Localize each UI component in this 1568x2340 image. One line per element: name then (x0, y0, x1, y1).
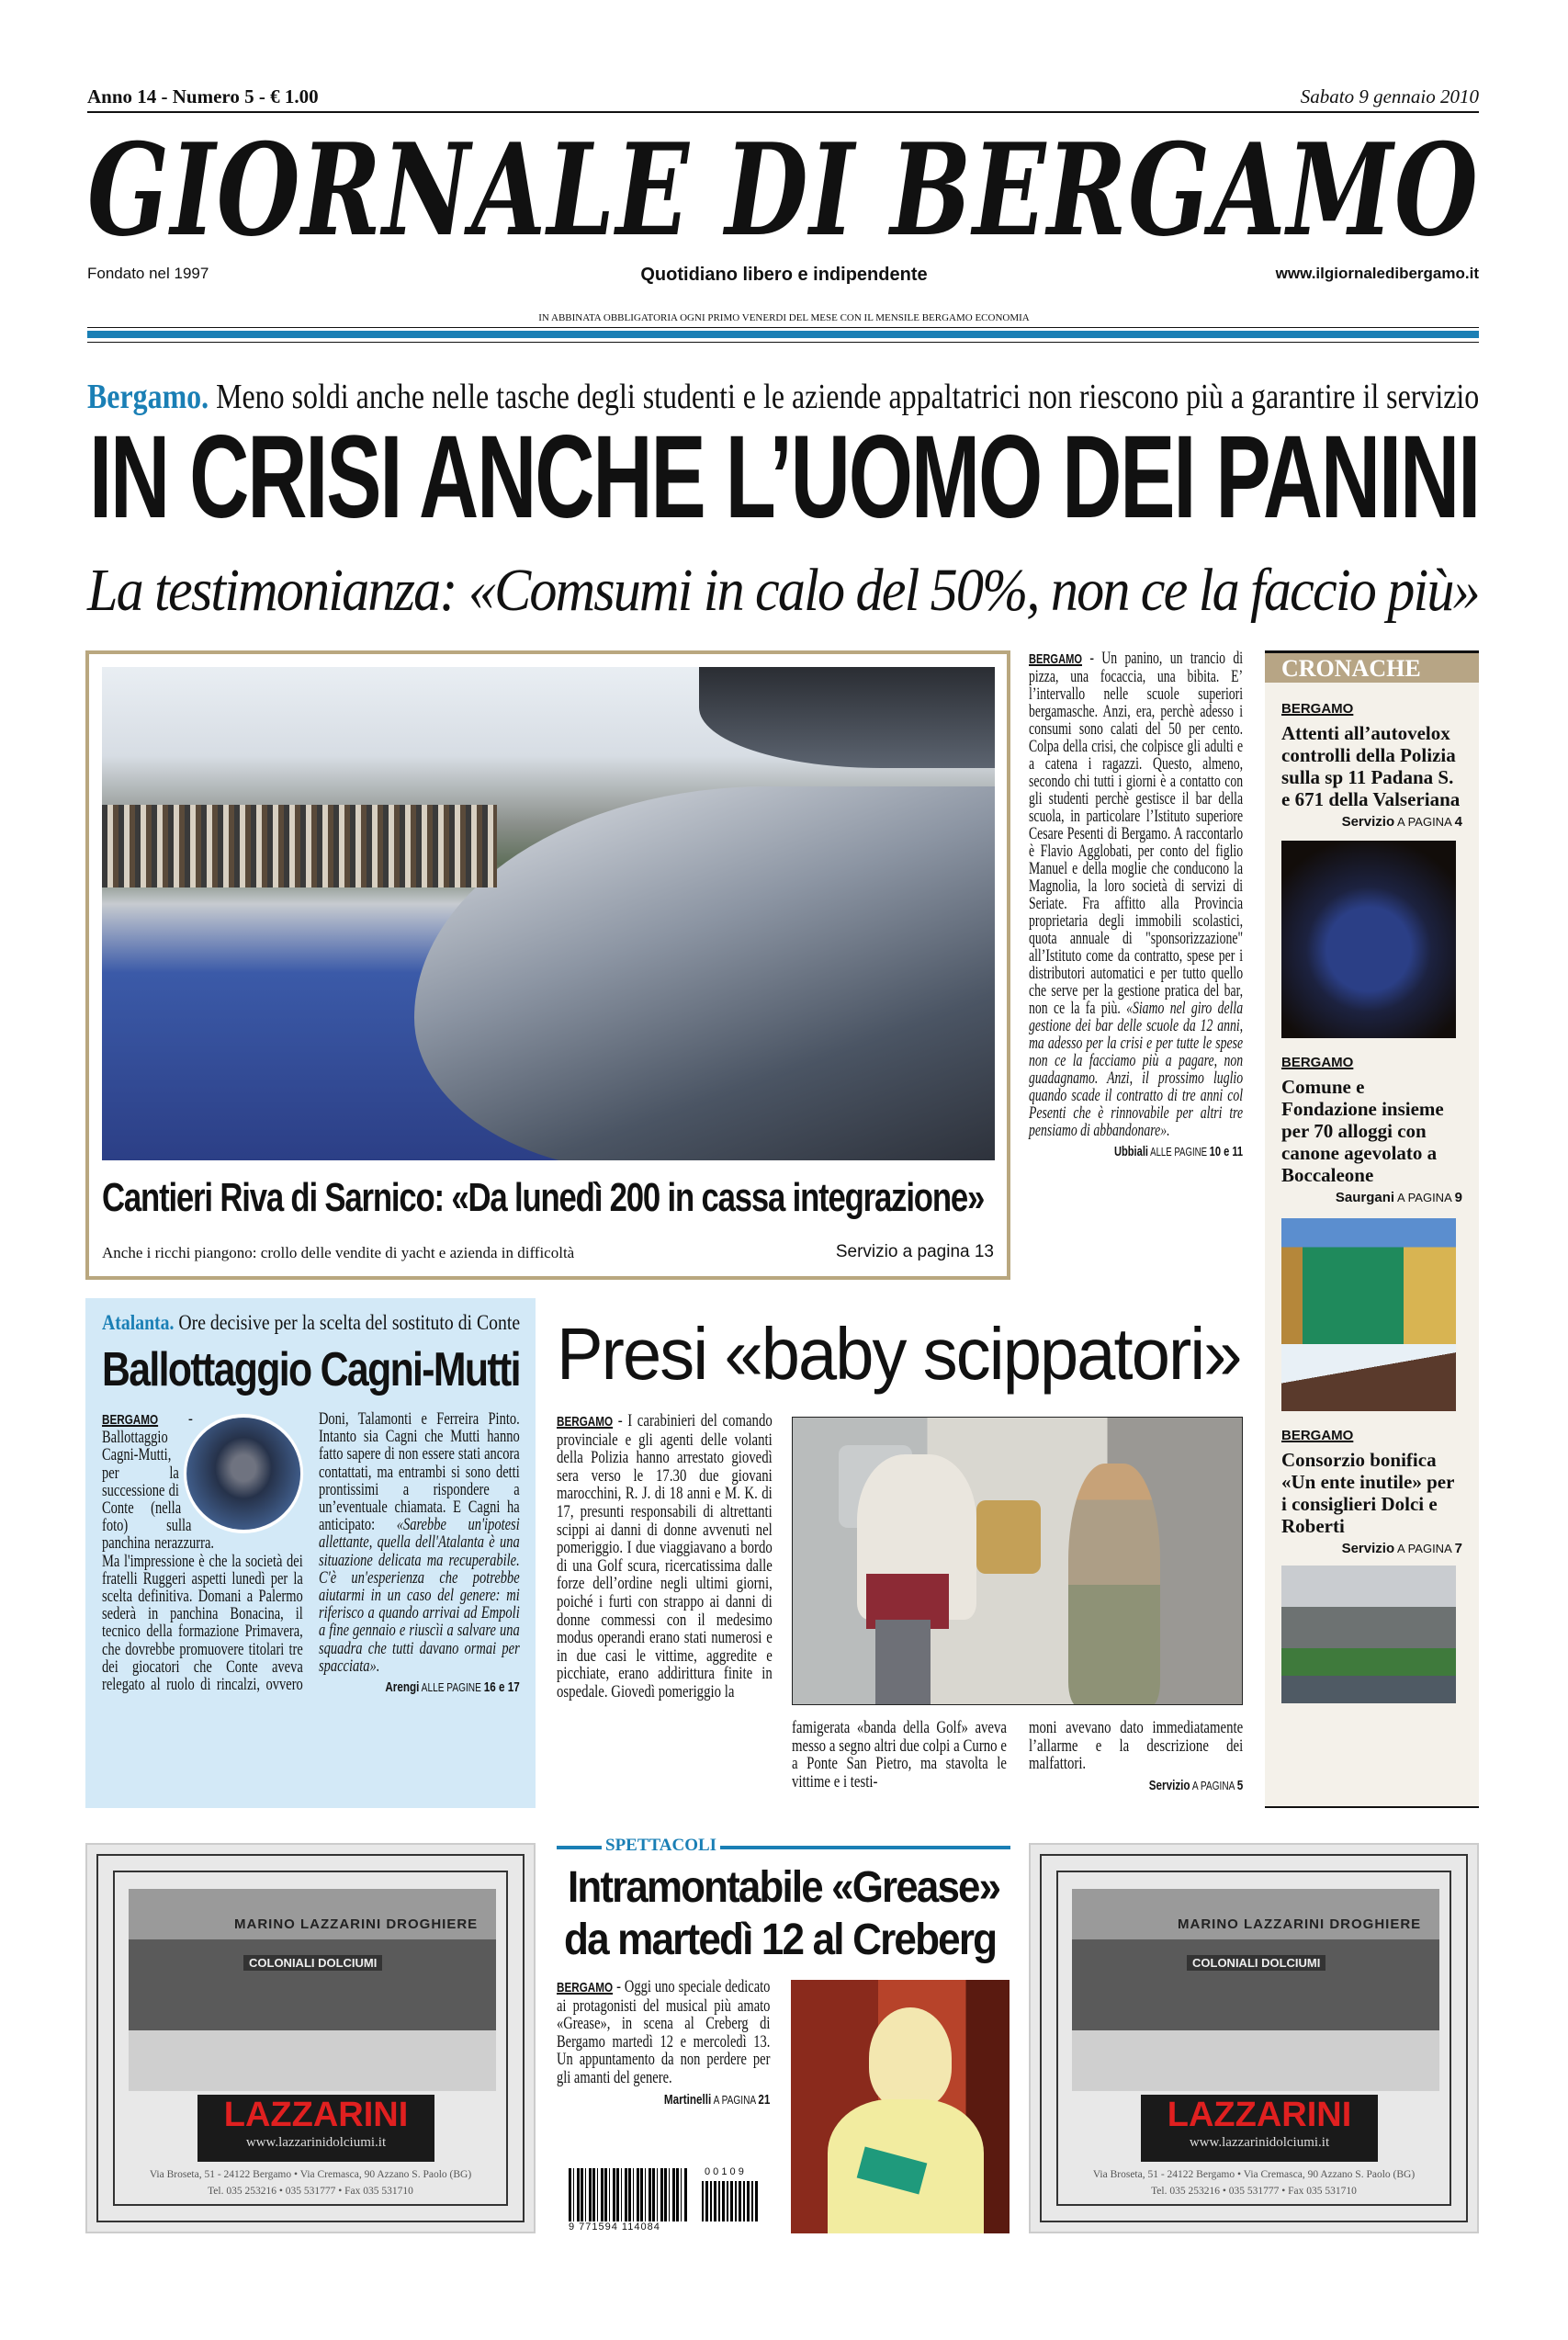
housing-photo (1281, 1218, 1456, 1411)
grease-credit[interactable]: Martinelli A PAGINA 21 (663, 2091, 771, 2108)
lazzarini-ad-left[interactable]: MARINO LAZZARINI DROGHIERE COLONIALI DOLCIUMI LAZZARINI www.lazzarinidolciumi.it Via Broseta, 51 - 24122 Bergamo • Via Cremasca, 90 Azzano S. Paolo (BG) Tel. 035 253216 • 035 531777 • Fax 035 531710 (85, 1843, 536, 2233)
kicker-text: Meno soldi anche nelle tasche degli studenti e le aziende appaltatrici non riescono più a garantire il servizio (216, 378, 1480, 416)
scippatori-col1: BERGAMO - I carabinieri del comando provinciale e gli agenti delle volanti della Polizia hanno arrestato giovedì sera verso le 17.30 due giovani marocchini, R. J. di 18 anni e M. K. di 17, presunti responsabili di altrettanti scippi ai danni di donne avvenuti nel pomeriggio. I due viaggiavano a bordo di una Golf scura, ricercatissima dalle forze dell’ordine negli ultimi giorni, poiché i furti con strappo ai danni di donne commessi con il medesimo modus operandi erano stati numerosi e in due casi le vittime, aggredite e picchiate, erano addirittura finite in ospedale. Giovedì pomeriggio la (557, 1411, 773, 1701)
kicker-label: Bergamo. (87, 378, 209, 416)
brand-block: LAZZARINI www.lazzarinidolciumi.it (197, 2095, 434, 2162)
grease-article: BERGAMO - Oggi uno speciale dedicato ai protagonisti del musical più amato «Grease», in scena al Creberg di Bergamo martedì 12 e mercoledì 13. Un appuntamento da non perdere per gli amanti del genere. Martinelli A PAGINA 21 (557, 1977, 771, 2108)
lead-quote: «Siamo nel giro della gestione dei bar delle scuole da 12 anni, ma adesso per la crisi e per tutte le spese non ce la facciamo più a pagare, non guadagnamo. Anzi, il prossimo luglio quando scade il contratto di tre anni col Pesenti che è rinnovabile per altri tre pensiamo di abbandonare». (1029, 999, 1244, 1140)
lazzarini-ad-right[interactable]: MARINO LAZZARINI DROGHIERE COLONIALI DOLCIUMI LAZZARINI www.lazzarinidolciumi.it Via Broseta, 51 - 24122 Bergamo • Via Cremasca, 90 Azzano S. Paolo (BG) Tel. 035 253216 • 035 531777 • Fax 035 531710 (1029, 1843, 1479, 2233)
riva-service: Servizio a pagina 13 (835, 1242, 994, 1261)
brand-block: LAZZARINI www.lazzarinidolciumi.it (1141, 2095, 1378, 2162)
divider (87, 327, 1479, 328)
scippatori-headline[interactable]: Presi «baby scippatori» (557, 1313, 1241, 1395)
grease-photo (791, 1980, 1010, 2233)
dateline: BERGAMO (1281, 1055, 1354, 1070)
cronache-item-title[interactable]: Attenti all’autovelox controlli della Polizia sulla sp 11 Padana S. e 671 della Valseriana (1281, 722, 1461, 810)
yacht-top (699, 667, 995, 768)
grease-headline-2[interactable]: da martedì 12 al Creberg (564, 1916, 997, 1964)
barcode (569, 2168, 764, 2234)
barcode-addon: 0 0 1 0 9 (705, 2166, 744, 2177)
cronache-credit: Servizio A PAGINA 7 (1341, 1541, 1462, 1556)
supplement-note: IN ABBINATA OBBLIGATORIA OGNI PRIMO VENERDI DEL MESE CON IL MENSILE BERGAMO ECONOMIA (538, 312, 1030, 323)
founded-text: Fondato nel 1997 (87, 265, 209, 282)
riva-headline: Cantieri Riva di Sarnico: «Da lunedì 200 in cassa integrazione» (102, 1175, 985, 1220)
spettacoli-label: SPETTACOLI (602, 1836, 720, 1856)
yacht-photo (102, 667, 995, 1160)
cronache-header: CRONACHE (1265, 653, 1479, 683)
scippo-photo (792, 1417, 1243, 1705)
issue-date: Sabato 9 gennaio 2010 (1300, 85, 1479, 107)
dateline: BERGAMO (1029, 651, 1082, 667)
barcode-number: 9 771594 114084 (569, 2221, 660, 2233)
lead-article (1029, 650, 1243, 1160)
grease-headline-1[interactable]: Intramontabile «Grease» (568, 1863, 1000, 1912)
yacht-hull (414, 786, 995, 1160)
website-link[interactable]: www.ilgiornaledibergamo.it (1275, 265, 1479, 282)
lead-headline[interactable]: IN CRISI ANCHE L’UOMO DEI PANINI (89, 412, 1480, 543)
accent-band (87, 331, 1479, 338)
atalanta-article: BERGAMO - Ballottaggio Cagni-Mutti, per la successione di Conte (nella foto) sulla panchina nerazzurra. Ma l'impressione è che la società dei fratelli Ruggeri aspetti lunedì per la scelta definitiva. Domani a Palermo sederà in panchina Bonacina, il tecnico della formazione Primavera, che dovrebbe promuovere titolari tre dei giocatori che Conte aveva relegato al ruolo di rincalzi, ovvero Doni, Talamonti e Ferreira Pinto. Intanto sia Cagni che Mutti hanno fatto sapere di non essere stati ancora contattati, ma entrambi si sono detti prontissimi a rispondere a un’eventuale chiamata. E Cagni ha anticipato: «Sarebbe un'ipotesi allettante, quella dell'Atalanta è una situazione delicata ma recuperabile. C'è un'esperienza che potrebbe aiutarmi in un caso del genere: mi riferisco a quando arrivai ad Empoli a fine gennaio e riuscìi a salvare una squadra che tutti davano ormai per spacciata». Arengi ALLE PAGINE 16 e 17 (102, 1409, 520, 1696)
canal-photo (1281, 1566, 1456, 1703)
divider (87, 342, 1479, 343)
atalanta-kicker: Atalanta. Ore decisive per la scelta del sostituto di Conte (102, 1311, 521, 1334)
dateline: BERGAMO (1281, 1428, 1354, 1443)
cronache-credit: Servizio A PAGINA 4 (1341, 814, 1462, 830)
autovelox-photo (1281, 841, 1456, 1038)
issue-info: Anno 14 - Numero 5 - € 1.00 (87, 85, 319, 107)
lead-subhead: La testimonianza: «Comsumi in calo del 50%, non ce la faccio più» (87, 557, 1479, 624)
riva-caption: Anche i ricchi piangono: crollo delle vendite di yacht e azienda in difficoltà (102, 1244, 575, 1261)
scippatori-col3: moni avevano dato immediatamente l’allarme e la descrizione dei malfattori. Servizio A PAGINA 5 (1029, 1718, 1244, 1793)
crowd (102, 805, 497, 887)
conte-photo (184, 1414, 303, 1533)
scippatori-col2: famigerata «banda della Golf» aveva messo a segno altri due colpi a Curno e a Ponte San Pietro, ma stavolta le vittime e i testi- (792, 1718, 1007, 1792)
cronache-sidebar (1265, 650, 1479, 1808)
lead-body: - Un panino, un trancio di pizza, una focaccia, una bibita. E’ l’intervallo nelle scuole superiori bergamasche. Anzi, era, perchè adesso i consumi sono calati del 50 per cento. Colpa della crisi, che colpisce gli adulti e a catena i ragazzi. Questo, almeno, secondo chi tutti i giorni è a contatto con gli studenti perchè gestisce il bar della scuola, in particolare l’Istituto superiore Cesare Pesenti di Bergamo. A raccontarlo è Flavio Agglobati, per conto del figlio Manuel e della moglie che conducono la Magnolia, la loro società di servizi di Seriate. Fra affitto alla Provincia proprietaria degli immobili scolastici, quota annuale di "sponsorizzazione" all’Istituto come da contratto, spese per i distributori automatici e per tutto quello che serve per la gestione pratica del bar, non ce la fa più. (1029, 649, 1244, 1018)
dateline: BERGAMO (1281, 701, 1354, 717)
atalanta-credit[interactable]: Arengi ALLE PAGINE 16 e 17 (385, 1679, 520, 1696)
divider (87, 111, 1479, 113)
newspaper-title: GIORNALE DI BERGAMO (87, 115, 1480, 265)
motto: Quotidiano libero e indipendente (640, 265, 928, 285)
shop-photo: MARINO LAZZARINI DROGHIERE COLONIALI DOLCIUMI (1072, 1889, 1439, 2091)
cronache-item-title[interactable]: Comune e Fondazione insieme per 70 alloggi con canone agevolato a Boccaleone (1281, 1076, 1444, 1186)
lead-credit[interactable]: Ubbiali ALLE PAGINE 10 e 11 (1113, 1144, 1244, 1159)
cronache-credit: Saurgani A PAGINA 9 (1335, 1190, 1462, 1205)
riva-feature-box[interactable] (85, 650, 1010, 1280)
atalanta-headline: Ballottaggio Cagni-Mutti (102, 1343, 520, 1396)
scippatori-credit[interactable]: Servizio A PAGINA 5 (1148, 1777, 1244, 1793)
cronache-item-title[interactable]: Consorzio bonifica «Un ente inutile» per i consiglieri Dolci e Roberti (1281, 1449, 1455, 1537)
atalanta-box[interactable] (85, 1298, 536, 1808)
shop-photo: MARINO LAZZARINI DROGHIERE COLONIALI DOLCIUMI (129, 1889, 496, 2091)
